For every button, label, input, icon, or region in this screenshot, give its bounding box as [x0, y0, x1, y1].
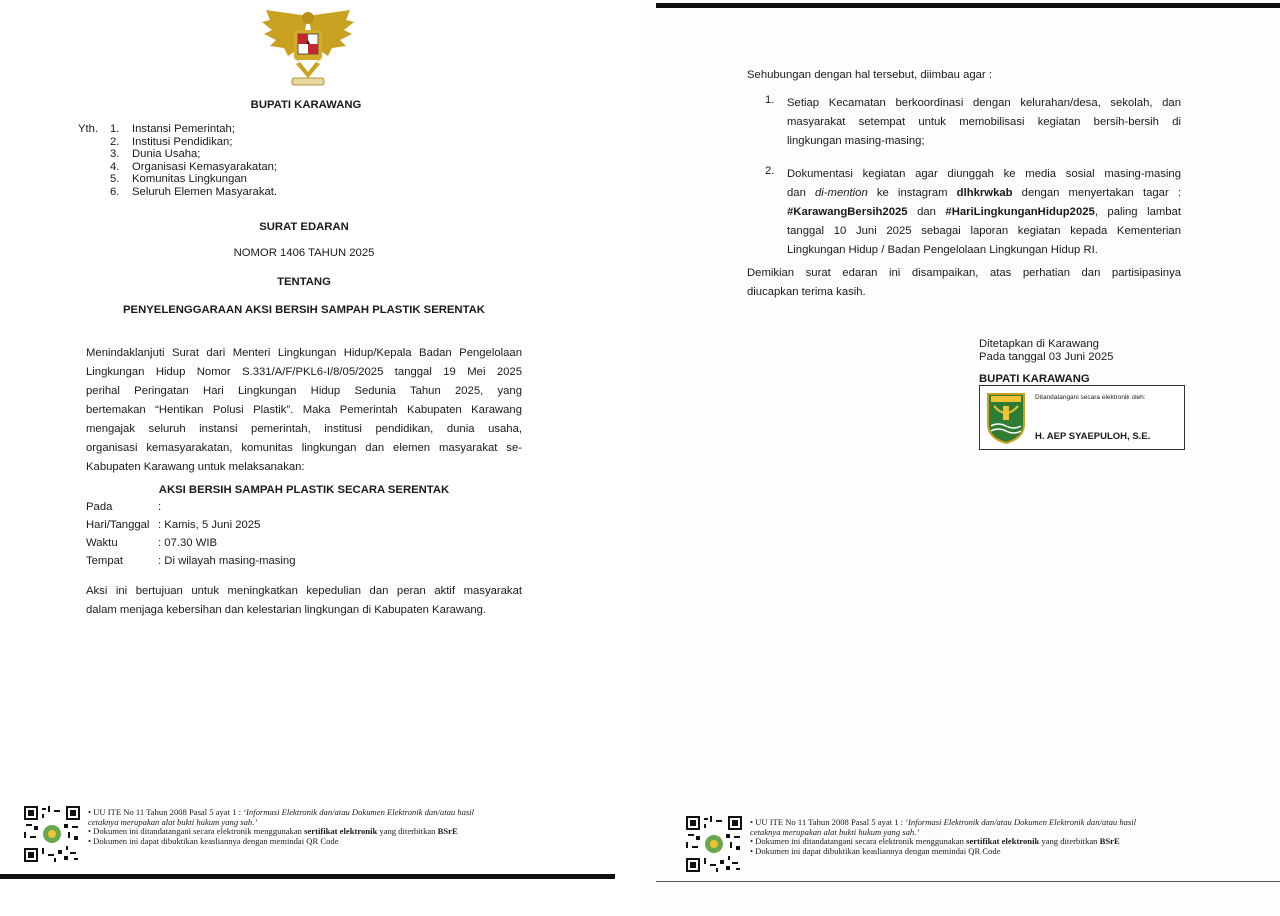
event-title: AKSI BERSIH SAMPAH PLASTIK SECARA SERENTAK — [158, 484, 450, 496]
office-title: BUPATI KARAWANG — [250, 99, 362, 111]
signer-office: BUPATI KARAWANG — [979, 373, 1090, 385]
recipient-list — [110, 123, 277, 198]
list-item: 1. Setiap Kecamatan berkoordinasi dengan kelurahan/desa, sekolah, dan masyarakat setempat untuk memobilisasi kegiatan bersih-bersih di lingkungan masing-masing; — [765, 94, 1181, 147]
qr-code-icon[interactable] — [24, 806, 80, 862]
qr-code-icon[interactable] — [686, 816, 742, 872]
doc-type: SURAT EDARAN — [259, 221, 349, 233]
signer-name: H. AEP SYAEPULOH, S.E. — [1035, 431, 1151, 442]
list-item: 2. Institusi Pendidikan; — [110, 135, 233, 148]
detail-row: Tempat : Di wilayah masing-masing — [86, 555, 296, 567]
doc-number: NOMOR 1406 TAHUN 2025 — [233, 247, 375, 259]
detail-row: Hari/Tanggal : Kamis, 5 Juni 2025 — [86, 519, 261, 531]
yth-label: Yth. — [78, 123, 99, 135]
list-item: 3. Dunia Usaha; — [110, 148, 201, 160]
about-label: TENTANG — [277, 276, 331, 288]
e-signature-box — [979, 385, 1185, 450]
footer-text: • UU ITE No 11 Tahun 2008 Pasal 5 ayat 1 : ‘Informasi Elektronik dan/atau Dokumen Elektronik dan/atau hasil cetaknya merupakan alat bukti hukum yang sah.’ • Dokumen ini ditandatangani secara elektronik menggunakan sertifikat elektronik yang diterbitkan BSrE • Dokumen ini dapat dibuktikan keasliannya dengan memindai QR Code — [750, 817, 1137, 856]
detail-row: Waktu : 07.30 WIB — [86, 537, 218, 549]
letter-page-2 — [640, 0, 1280, 916]
list-item: 6. Seluruh Elemen Masyarakat. — [110, 185, 278, 198]
purpose-paragraph: Aksi ini bertujuan untuk meningkatkan kepedulian dan peran aktif masyarakat dalam menjaga kebersihan dan kelestarian lingkungan di Kabupaten Karawang. — [86, 585, 522, 616]
list-item: 1. Instansi Pemerintah; — [110, 123, 235, 135]
bottom-rule — [0, 874, 615, 879]
top-rule — [656, 3, 1280, 8]
subject-title: PENYELENGGARAAN AKSI BERSIH SAMPAH PLASTIK SERENTAK — [123, 304, 485, 316]
footer-legal — [686, 816, 1136, 872]
garuda-emblem-icon — [258, 6, 358, 92]
detail-row: Pada : — [86, 501, 162, 513]
bottom-rule — [656, 881, 1280, 882]
intro-paragraph: Menindaklanjuti Surat dari Menteri Lingkungan Hidup/Kepala Badan Pengelolaan Lingkungan Hidup Nomor S.331/A/F/PKL6-I/8/05/2025 tanggal 19 Mei 2025 perihal Peringatan Hari Lingkungan Hidup Sedunia Tahun 2025, yang bertemakan “Hentikan Polusi Plastik”. Maka Pemerintah Kabupaten Karawang mengajak seluruh instansi pemerintah, institusi pendidikan, dunia usaha, organisasi kemasyarakatan, komunitas lingkungan dan elemen masyarakat se- Kabupaten Karawang untuk melaksanakan: — [86, 347, 522, 473]
list-item: 2. Dokumentasi kegiatan agar diunggah ke media sosial masing-masing dan di-mention ke instagram dlhkrwkab dengan menyertakan tagar : #KarawangBersih2025 dan #HariLingkunganHidup2025, paling lambat tanggal 10 Juni 2025 sebagai laporan kegiatan kepada Kementerian Lingkungan Hidup / Badan Pengelolaan Lingkungan Hidup RI. — [765, 165, 1181, 256]
footer-text: • UU ITE No 11 Tahun 2008 Pasal 5 ayat 1 : ‘Informasi Elektronik dan/atau Dokumen Elektronik dan/atau hasil cetaknya merupakan alat bukti hukum yang sah.’ • Dokumen ini ditandatangani secara elektronik menggunakan sertifikat elektronik yang diterbitkan BSrE • Dokumen ini dapat dibuktikan keasliannya dengan memindai QR Code — [88, 807, 475, 846]
issuance-block: Ditetapkan di Karawang Pada tanggal 03 Juni 2025 — [979, 338, 1114, 363]
appeal-list — [765, 94, 1181, 260]
event-details — [86, 498, 296, 570]
signed-note: Ditandatangani secara elektronik oleh: — [1035, 394, 1146, 401]
list-item: 5. Komunitas Lingkungan — [110, 173, 247, 185]
list-item: 4. Organisasi Kemasyarakatan; — [110, 160, 278, 173]
karawang-crest-icon — [985, 390, 1027, 444]
closing-paragraph: Demikian surat edaran ini disampaikan, atas perhatian dan partisipasinya diucapkan terima kasih. — [747, 267, 1181, 298]
lead-text: Sehubungan dengan hal tersebut, diimbau agar : — [747, 69, 992, 81]
footer-legal — [24, 806, 474, 862]
